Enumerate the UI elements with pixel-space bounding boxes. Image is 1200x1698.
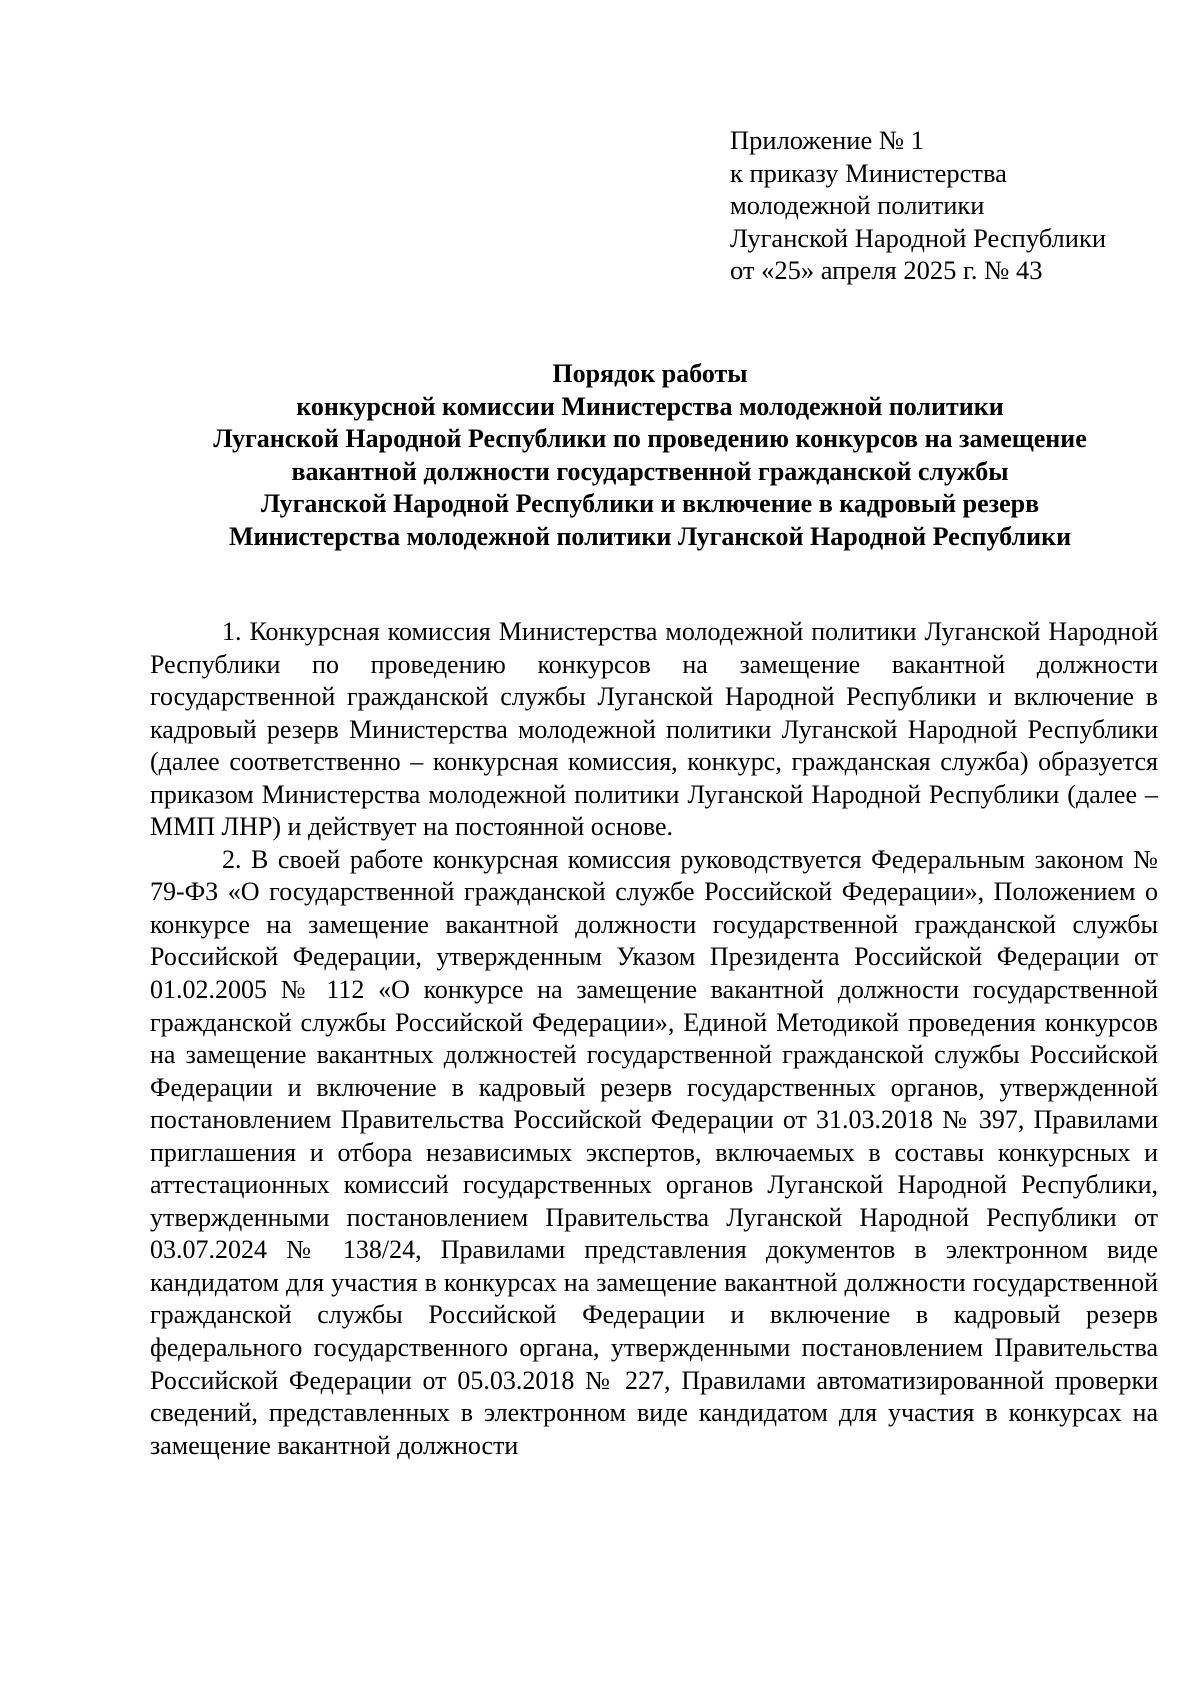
title-line: вакантной должности государственной гражданской службы xyxy=(291,456,1009,486)
appendix-line: Приложение № 1 xyxy=(730,125,925,155)
document-title xyxy=(150,358,1150,554)
title-line: Порядок работы xyxy=(552,359,748,388)
appendix-line: от «25» апреля 2025 г. № 43 xyxy=(730,255,1043,285)
title-line: конкурсной комиссии Министерства молодежной политики xyxy=(296,391,1004,421)
title-line: Министерства молодежной политики Луганской Народной Республики xyxy=(228,521,1072,551)
document-body xyxy=(150,616,1158,1462)
paragraph-2: 2. В своей работе конкурсная комиссия руководствуется Федеральным законом № 79-ФЗ «О государственной гражданской службе Российской Федерации», Положением о конкурсе на замещение вакантной должности государственной гражданской службы Российской Федерации, утвержденным Указом Президента Российской Федерации от 01.02.2005 № 112 «О конкурсе на замещение вакантной должности государственной гражданской службы Российской Федерации», Единой Методикой проведения конкурсов на замещение вакантных должностей государственной гражданской службы Российской Федерации и включение в кадровый резерв государственных органов, утвержденной постановлением Правительства Российской Федерации от 31.03.2018 № 397, Правилами приглашения и отбора независимых экспертов, включаемых в составы конкурсных и аттестационных комиссий государственных органов Луганской Народной Республики, утвержденными постановлением Правительства Луганской Народной Республики от 03.07.2024 № 138/24, Правилами представления документов в электронном виде кандидатом для участия в конкурсах на замещение вакантной должности государственной гражданской службы Российской Федерации и включение в кадровый резерв федерального государственного органа, утвержденными постановлением Правительства Российской Федерации от 05.03.2018 № 227, Правилами автоматизированной проверки сведений, представленных в электронном виде кандидатом для участия в конкурсах на замещение вакантной должности xyxy=(150,844,1158,1460)
appendix-line: Луганской Народной Республики xyxy=(730,222,1107,253)
title-line: Луганской Народной Республики и включение в кадровый резерв xyxy=(260,489,1040,519)
appendix-header xyxy=(730,124,1170,287)
paragraph-1: 1. Конкурсная комиссия Министерства молодежной политики Луганской Народной Республики по проведению конкурсов на замещение вакантной должности государственной гражданской службы Луганской Народной Республики и включение в кадровый резерв Министерства молодежной политики Луганской Народной Республики (далее соответственно – конкурсная комиссия, конкурс, гражданская служба) образуется приказом Министерства молодежной политики Луганской Народной Республики (далее – ММП ЛНР) и действует на постоянной основе. xyxy=(150,617,1158,842)
appendix-line: молодежной политики xyxy=(730,190,985,220)
appendix-line: к приказу Министерства xyxy=(730,157,1007,188)
title-line: Луганской Народной Республики по проведению конкурсов на замещение xyxy=(213,424,1087,454)
